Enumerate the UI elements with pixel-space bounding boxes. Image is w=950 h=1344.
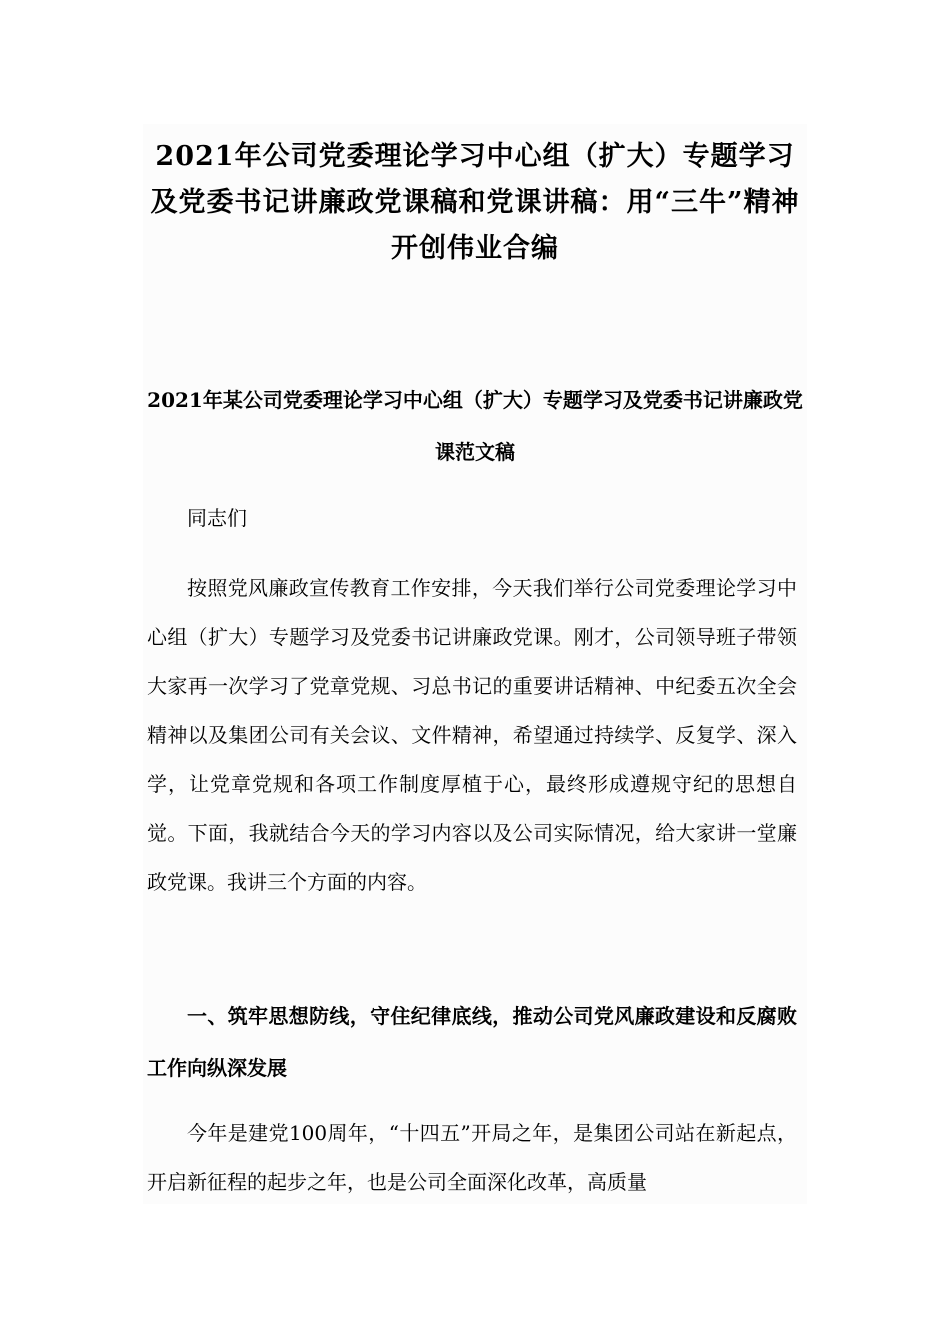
document-page [143, 124, 807, 1204]
document-main-title: 2021年公司党委理论学习中心组（扩大）专题学习及党委书记讲廉政党课稿和党课讲稿：用“三牛”精神开创伟业合编 [150, 141, 800, 264]
document-sub-title: 2021年某公司党委理论学习中心组（扩大）专题学习及党委书记讲廉政党课范文稿 [147, 388, 803, 464]
body-paragraph-2: 今年是建党100周年，“十四五”开局之年，是集团公司站在新起点，开启新征程的起步之年，也是公司全面深化改革，高质量 [147, 1121, 797, 1194]
body-paragraph-1: 按照党风廉政宣传教育工作安排，今天我们举行公司党委理论学习中心组（扩大）专题学习及党委书记讲廉政党课。刚才，公司领导班子带领大家再一次学习了党章党规、习总书记的重要讲话精神、中纪委五次全会精神以及集团公司有关会议、文件精神，希望通过持续学、反复学、深入学，让党章党规和各项工作制度厚植于心，最终形成遵规守纪的思想自觉。下面，我就结合今天的学习内容以及公司实际情况，给大家讲一堂廉政党课。我讲三个方面的内容。 [147, 576, 797, 894]
greeting-text: 同志们 [187, 506, 247, 530]
section-heading-1: 一、筑牢思想防线，守住纪律底线，推动公司党风廉政建设和反腐败工作向纵深发展 [147, 1004, 797, 1080]
